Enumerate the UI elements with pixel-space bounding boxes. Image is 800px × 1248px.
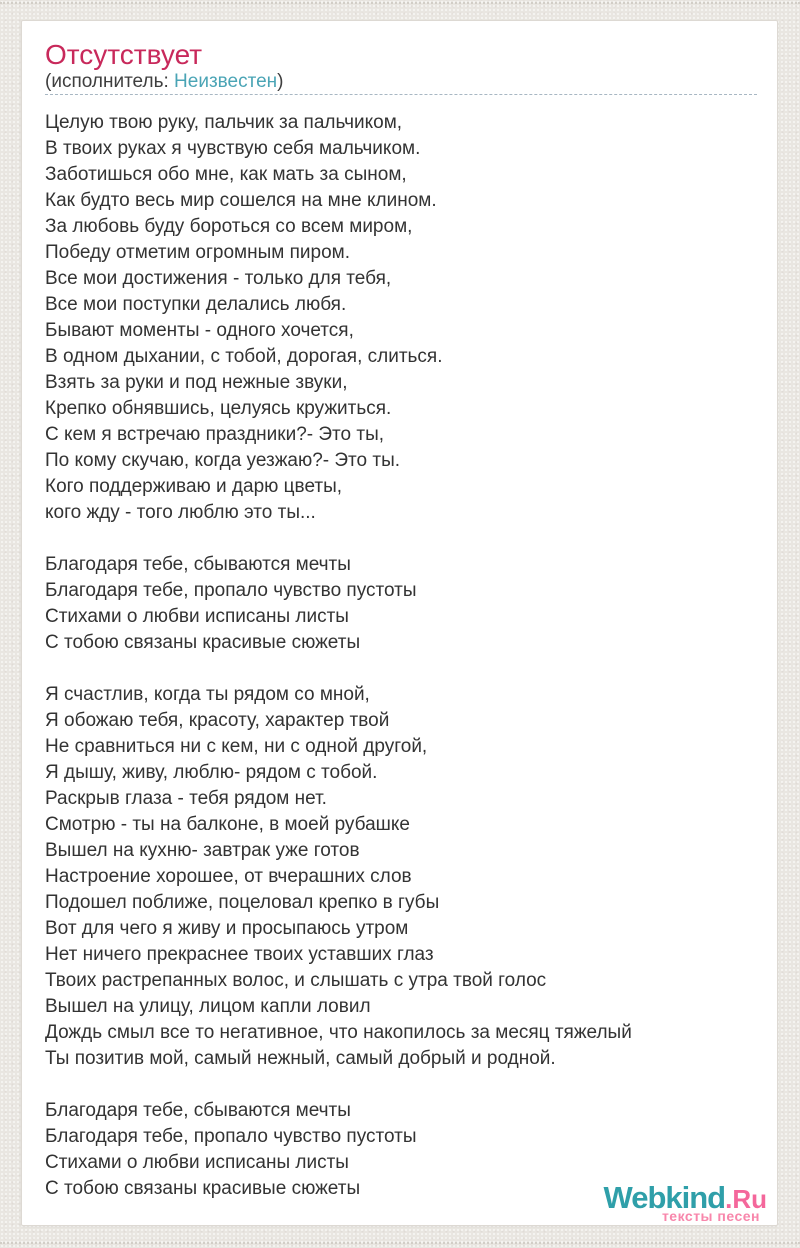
lyric-line: Стихами о любви исписаны листы xyxy=(45,606,349,627)
lyric-line: Заботишься обо мне, как мать за сыном, xyxy=(45,164,407,185)
lyric-line: Смотрю - ты на балконе, в моей рубашке xyxy=(45,814,410,835)
lyric-line: Ты позитив мой, самый нежный, самый добрый и родной. xyxy=(45,1048,556,1069)
lyric-line: С тобою связаны красивые сюжеты xyxy=(45,1178,361,1199)
lyric-line: Я обожаю тебя, красоту, характер твой xyxy=(45,710,390,731)
artist-label-suffix: ) xyxy=(277,71,284,92)
lyric-line: Крепко обнявшись, целуясь кружиться. xyxy=(45,398,392,419)
lyric-line: Вот для чего я живу и просыпаюсь утром xyxy=(45,918,409,939)
lyrics-text xyxy=(45,110,757,1202)
lyric-line: кого жду - того люблю это ты... xyxy=(45,502,316,523)
lyric-line: Раскрыв глаза - тебя рядом нет. xyxy=(45,788,327,809)
lyric-line: Все мои поступки делались любя. xyxy=(45,294,347,315)
lyric-line: Целую твою руку, пальчик за пальчиком, xyxy=(45,112,403,133)
webkind-logo-link[interactable] xyxy=(604,1182,768,1223)
artist-label-prefix: (исполнитель: xyxy=(45,71,175,92)
lyric-line: Дождь смыл все то негативное, что накопилось за месяц тяжелый xyxy=(45,1022,632,1043)
artist-line xyxy=(45,70,757,93)
lyric-line: Вышел на кухню- завтрак уже готов xyxy=(45,840,360,861)
lyric-line: Твоих растрепанных волос, и слышать с утра твой голос xyxy=(45,970,547,991)
lyric-line: С кем я встречаю праздники?- Это ты, xyxy=(45,424,385,445)
lyric-line: Кого поддерживаю и дарю цветы, xyxy=(45,476,343,497)
lyric-line: Я счастлив, когда ты рядом со мной, xyxy=(45,684,370,705)
lyric-line: Нет ничего прекраснее твоих уставших глаз xyxy=(45,944,434,965)
lyric-line: Все мои достижения - только для тебя, xyxy=(45,268,392,289)
lyric-line: Бывают моменты - одного хочется, xyxy=(45,320,354,341)
song-title: Отсутствует xyxy=(45,39,203,70)
lyric-line: Благодаря тебе, сбываются мечты xyxy=(45,554,351,575)
card-content xyxy=(22,21,777,1202)
lyrics-card xyxy=(21,20,778,1226)
lyric-line: Не сравниться ни с кем, ни с одной другой, xyxy=(45,736,428,757)
lyric-line: Подошел поближе, поцеловал крепко в губы xyxy=(45,892,440,913)
lyric-line: Как будто весь мир сошелся на мне клином. xyxy=(45,190,437,211)
lyric-line: За любовь буду бороться со всем миром, xyxy=(45,216,413,237)
artist-link[interactable]: Неизвестен xyxy=(174,71,278,92)
dashed-separator xyxy=(45,94,757,95)
lyric-line: Победу отметим огромным пиром. xyxy=(45,242,350,263)
lyric-line: Благодаря тебе, сбываются мечты xyxy=(45,1100,351,1121)
lyric-line: В твоих руках я чувствую себя мальчиком. xyxy=(45,138,421,159)
stanza xyxy=(45,682,757,1072)
lyric-line: С тобою связаны красивые сюжеты xyxy=(45,632,361,653)
lyric-line: Вышел на улицу, лицом капли ловил xyxy=(45,996,371,1017)
lyric-line: Взять за руки и под нежные звуки, xyxy=(45,372,348,393)
top-dotted-border xyxy=(0,2,800,4)
lyric-line: Настроение хорошее, от вчерашних слов xyxy=(45,866,412,887)
logo-tagline: тексты песен xyxy=(661,1208,760,1224)
lyric-line: По кому скучаю, когда уезжаю?- Это ты. xyxy=(45,450,401,471)
logo-webkind-text: Webkind xyxy=(603,1180,726,1215)
stanza xyxy=(45,552,757,656)
lyric-line: Я дышу, живу, люблю- рядом с тобой. xyxy=(45,762,378,783)
lyric-line: Стихами о любви исписаны листы xyxy=(45,1152,349,1173)
lyric-line: В одном дыхании, с тобой, дорогая, слиться. xyxy=(45,346,443,367)
bottom-dotted-border xyxy=(0,1242,800,1244)
lyric-line: Благодаря тебе, пропало чувство пустоты xyxy=(45,580,417,601)
stanza xyxy=(45,110,757,526)
lyric-line: Благодаря тебе, пропало чувство пустоты xyxy=(45,1126,417,1147)
logo-ru-text: .Ru xyxy=(725,1184,767,1214)
